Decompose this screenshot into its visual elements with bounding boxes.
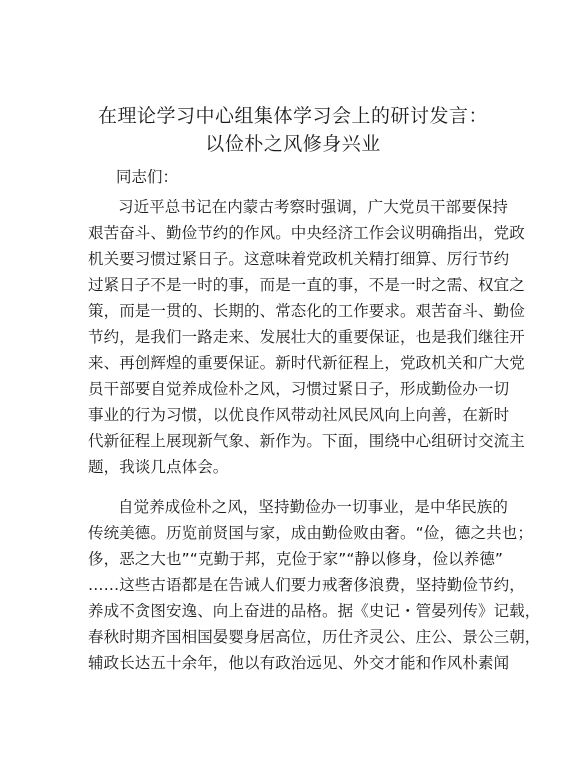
paragraph-2-line-6: 春秋时期齐国相国晏婴身居高位，历仕齐灵公、庄公、景公三朝， [88, 628, 541, 646]
paragraph-2-line-7: 辅政长达五十余年，他以有政治远见、外交才能和作风朴素闻 [88, 654, 510, 672]
paragraph-1-line-4: 过紧日子不是一时的事，而是一直的事，不是一时之需、权宜之 [88, 276, 525, 294]
paragraph-2-line-1: 自觉养成俭朴之风，坚持勤俭办一切事业，是中华民族的 [118, 498, 509, 516]
paragraph-1-line-5: 策，而是一贯的、长期的、常态化的工作要求。艰苦奋斗、勤俭 [88, 302, 525, 320]
paragraph-2-line-4: ……这些古语都是在告诫人们要力戒奢侈浪费，坚持勤俭节约， [88, 576, 525, 594]
paragraph-1-line-3: 机关要习惯过紧日子。这意味着党政机关精打细算、厉行节约 [88, 250, 510, 268]
paragraph-1-line-8: 员干部要自觉养成俭朴之风，习惯过紧日子，形成勤俭办一切 [88, 380, 510, 398]
paragraph-1-line-1: 习近平总书记在内蒙古考察时强调，广大党员干部要保持 [118, 198, 509, 216]
paragraph-1-line-11: 题，我谈几点体会。 [88, 458, 229, 476]
paragraph-1-line-2: 艰苦奋斗、勤俭节约的作风。中央经济工作会议明确指出，党政 [88, 224, 525, 242]
paragraph-1-line-10: 代新征程上展现新气象、新作为。下面，围绕中心组研讨交流主 [88, 432, 525, 450]
paragraph-2-line-3: 侈，恶之大也”“克勤于邦，克俭于家”“静以修身，俭以养德” [88, 550, 504, 568]
document-title-line-1: 在理论学习中心组集体学习会上的研讨发言： [97, 105, 488, 127]
paragraph-2-line-2: 传统美德。历览前贤国与家，成由勤俭败由奢。“俭，德之共也； [88, 524, 533, 542]
paragraph-2-line-5: 养成不贪图安逸、向上奋进的品格。据《史记・管晏列传》记载， [88, 602, 541, 620]
paragraph-1-line-7: 来、再创辉煌的重要保证。新时代新征程上，党政机关和广大党 [88, 354, 525, 372]
paragraph-1-line-9: 事业的行为习惯，以优良作风带动社风民风向上向善，在新时 [88, 406, 510, 424]
salutation: 同志们： [116, 168, 179, 186]
document-title-line-2: 以俭朴之风修身兴业 [205, 133, 381, 155]
paragraph-1-line-6: 节约，是我们一路走来、发展壮大的重要保证，也是我们继往开 [88, 328, 525, 346]
